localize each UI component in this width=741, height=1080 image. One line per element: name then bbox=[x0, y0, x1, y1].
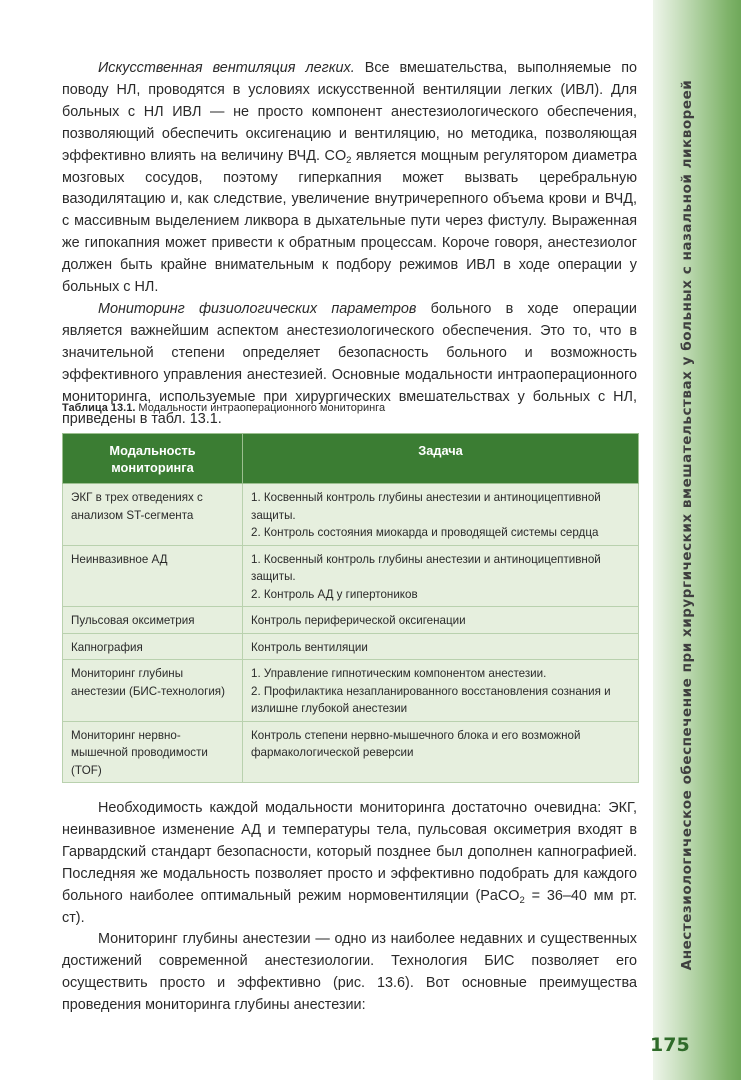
task-line: Контроль степени нервно-мышечного блока и его возможной фармакологической реверсии bbox=[251, 728, 581, 759]
table-cell-task bbox=[243, 484, 639, 546]
table-row bbox=[63, 545, 639, 607]
task-line: 2. Контроль АД у гипертоников bbox=[251, 587, 418, 601]
table-cell-task bbox=[243, 607, 639, 634]
monitoring-table bbox=[62, 433, 639, 783]
paragraph-ventilation: Искусственная вентиляция легких. Все вмешательства, выполняемые по поводу НЛ, проводятся в условиях искусственной вентиляции легких (ИВЛ). Для больных с НЛ ИВЛ — не просто компонент анестезиологического обеспечения, позволяющий обеспечить оксигенацию и вентиляцию, но методика, позволяющая эффективно влиять на величину ВЧД. $CO_2$ является мощным регулятором диаметра мозговых сосудов, поэтому гиперкапния может вызвать церебральную вазодилятацию и, как следствие, увеличение внутричерепного объема крови и ВЧД, с массивным выделением ликвора в дыхательные пути через фистулу. Выраженная же гипокапния может привести к обратным процессам. Короче говоря, анестезиолог должен быть крайне внимательным к подбору режимов ИВЛ в ходе операции у больных с НЛ. bbox=[62, 60, 638, 296]
table-body bbox=[63, 484, 639, 783]
paragraph-monitoring-lead: Мониторинг физиологических параметров bbox=[98, 300, 417, 317]
table-caption bbox=[62, 402, 637, 414]
task-line: Контроль периферической оксигенации bbox=[251, 614, 466, 627]
task-line: Контроль вентиляции bbox=[251, 640, 368, 654]
task-line: 2. Профилактика незапланированного восстановления сознания и излишне глубокой анестезии bbox=[251, 684, 611, 715]
table-row bbox=[63, 633, 639, 660]
table-cell-modality: Мониторинг нервно-мышечной проводимости (TOF) bbox=[63, 721, 243, 783]
paragraph-ventilation-lead: Искусственная вентиляция легких. bbox=[98, 60, 355, 76]
table-header-row bbox=[63, 434, 639, 484]
table-row bbox=[63, 721, 639, 783]
table-cell-modality: Мониторинг глубины анестезии (БИС-технология) bbox=[63, 660, 243, 722]
table-caption-text: Модальности интраоперационного мониторинга bbox=[135, 402, 386, 414]
paragraph-monitoring: Мониторинг физиологических параметров больного в ходе операции является важнейшим аспектом анестезиологического обеспечения. Это то, что в значительной степени определяет безопасность больного и возможность эффективного управления анестезией. Основные модальности интраоперационного мониторинга, используемые при хирургических вмешательствах у больных с НЛ, приведены в табл. 13.1. bbox=[62, 300, 637, 427]
table-cell-task bbox=[243, 660, 639, 722]
table-header-task: Задача bbox=[243, 434, 639, 484]
task-line: 1. Косвенный контроль глубины анестезии и антиноцицептивной защиты. bbox=[251, 552, 601, 583]
table-row bbox=[63, 607, 639, 634]
body-text-top bbox=[62, 58, 637, 430]
table-cell-modality: Пульсовая оксиметрия bbox=[63, 607, 243, 634]
table-cell-modality: ЭКГ в трех отведениях с анализом ST-сегмента bbox=[63, 484, 243, 546]
paragraph-depth-monitoring: Мониторинг глубины анестезии — одно из наиболее недавних и существенных достижений современной анестезиологии. Технология БИС позволяет его осуществить просто и эффективно (рис. 13.6). Вот основные преимущества проведения мониторинга глубины анестезии: bbox=[62, 931, 637, 1014]
table-cell-modality: Неинвазивное АД bbox=[63, 545, 243, 607]
body-text-bottom bbox=[62, 798, 637, 1017]
table-cell-task bbox=[243, 721, 639, 783]
table-cell-task bbox=[243, 633, 639, 660]
task-line: 2. Контроль состояния миокарда и проводящей системы сердца bbox=[251, 526, 599, 539]
page-number: 175 bbox=[650, 1034, 690, 1056]
table-cell-task bbox=[243, 545, 639, 607]
task-line: 1. Управление гипнотическим компонентом анестезии. bbox=[251, 667, 547, 680]
task-line: 1. Косвенный контроль глубины анестезии и антиноцицептивной защиты. bbox=[251, 491, 601, 522]
running-chapter-title-text: Анестезиологическое обеспечение при хирургических вмешательствах у больных с назальной ликвореей bbox=[679, 79, 695, 971]
table-caption-label: Таблица 13.1. bbox=[62, 402, 136, 414]
table-header-modality: Модальность мониторинга bbox=[63, 434, 243, 484]
running-chapter-title bbox=[675, 79, 699, 971]
paragraph-necessity: Необходимость каждой модальности мониторинга достаточно очевидна: ЭКГ, неинвазивное изменение АД и температуры тела, пульсовая оксиметрия входят в Гарвардский стандарт безопасности, который позднее был дополнен капнографией. Последняя же модальность позволяет просто и эффективно подобрать для каждого больного наиболее оптимальный режим нормовентиляции (PaCO$_2$ = 36–40 мм рт. ст). bbox=[62, 800, 637, 926]
table-row bbox=[63, 484, 639, 546]
table-cell-modality: Капнография bbox=[63, 633, 243, 660]
table-row bbox=[63, 660, 639, 722]
